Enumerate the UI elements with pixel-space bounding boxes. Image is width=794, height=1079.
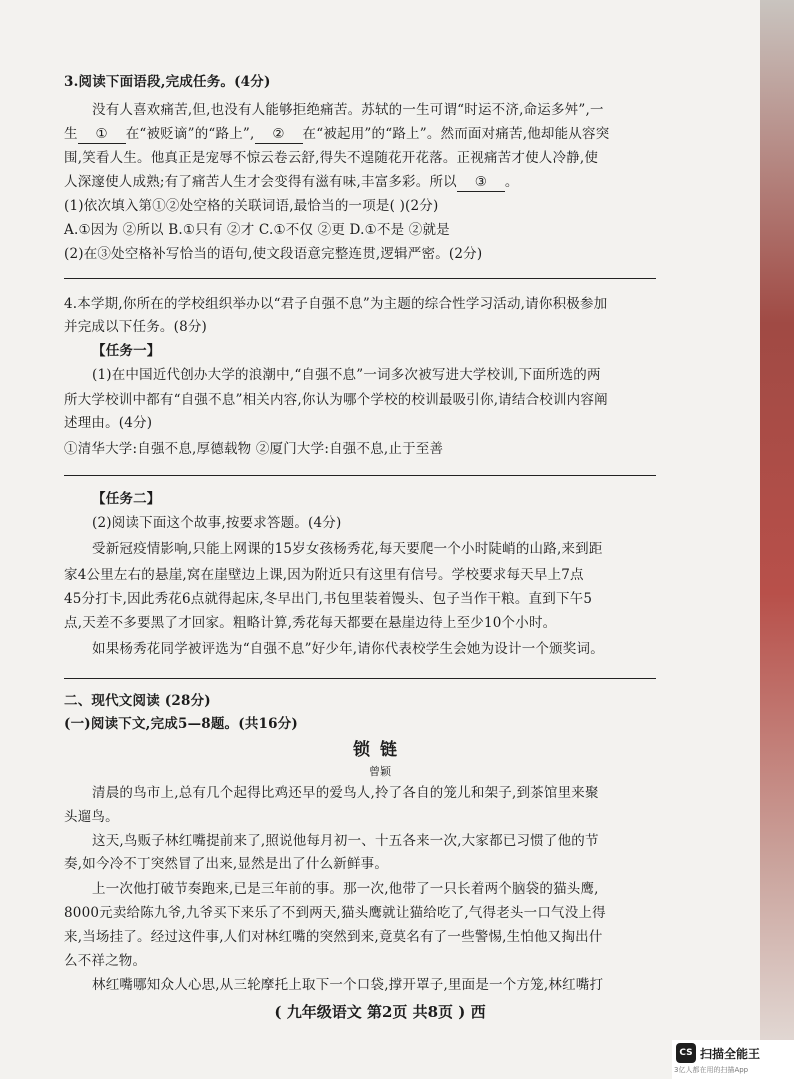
article-author: 曾颖 [369,765,391,778]
article-line: 来,当场挂了。经过这件事,人们对林红嘴的突然到来,竟莫名有了一些警惕,生怕他又掏出什 [64,929,603,945]
blank-2: ② [255,125,303,144]
q3-options: A.①因为 ②所以 B.①只有 ②才 C.①不仅 ②更 D.①不是 ②就是 [64,222,450,238]
q3-text: 在“被起用”的“路上”。然而面对痛苦,他却能从容突 [302,126,610,142]
story-prompt: 如果杨秀花同学被评选为“自强不息”好少年,请你代表校学生会她为设计一个颁奖词。 [92,641,604,657]
q3-subquestion-2: (2)在③处空格补写恰当的语句,使文段语意完整连贯,逻辑严密。(2分) [64,246,483,262]
camscanner-logo-icon: CS [676,1043,696,1063]
q3-passage-line: 围,笑看人生。他真正是宠辱不惊云卷云舒,得失不遑随花开花落。正视痛苦才使人冷静,使 [64,150,599,166]
section-2-subheading: (一)阅读下文,完成5—8题。(共16分) [64,716,299,732]
q4-heading: 4.本学期,你所在的学校组织举办以“君子自强不息”为主题的综合性学习活动,请你积极参加 [64,296,608,312]
blank-1: ① [78,125,126,144]
q3-text: 人深邃使人成熟;有了痛苦人生才会变得有滋有味,丰富多彩。所以 [64,174,457,190]
article-line: 头遛鸟。 [64,809,119,825]
q3-passage-line: 没有人喜欢痛苦,但,也没有人能够拒绝痛苦。苏轼的一生可谓“时运不济,命运多舛”,一 [92,102,604,118]
article-line: 林红嘴哪知众人心思,从三轮摩托上取下一个口袋,撑开罩子,里面是一个方笼,林红嘴打 [92,977,604,993]
answer-line[interactable] [64,475,656,476]
article-line: 清晨的鸟市上,总有几个起得比鸡还早的爱鸟人,拎了各自的笼儿和架子,到茶馆里来聚 [92,785,599,801]
q3-text: 在“被贬谪”的“路上”, [125,126,255,142]
article-line: 么不祥之物。 [64,953,147,969]
article-line: 上一次他打破节奏跑来,已是三年前的事。那一次,他带了一只长着两个脑袋的猫头鹰, [92,881,599,897]
task-1-label: 【任务一】 [92,343,161,359]
story-line: 家4公里左右的悬崖,窝在崖壁边上课,因为附近只有这里有信号。学校要求每天早上7点 [64,567,584,583]
q3-heading: 3.阅读下面语段,完成任务。(4分) [64,74,271,90]
q3-passage-line-blanks [64,125,609,144]
story-line: 受新冠疫情影响,只能上网课的15岁女孩杨秀花,每天要爬一个小时陡峭的山路,来到距 [92,541,603,557]
q3-passage-line-blank3 [64,173,519,192]
page-footer: ( 九年级语文 第2页 共8页 ) 西 [274,1003,486,1021]
article-line: 奏,如今冷不丁突然冒了出来,显然是出了什么新鲜事。 [64,856,389,872]
section-2-heading: 二、现代文阅读 (28分) [64,693,211,709]
task-1-text: 所大学校训中都有“自强不息”相关内容,你认为哪个学校的校训最吸引你,请结合校训内容阐 [64,392,608,408]
blank-3: ③ [457,173,505,192]
q4-heading-cont: 并完成以下任务。(8分) [64,319,208,335]
answer-line[interactable] [64,678,656,679]
q3-text: 生 [64,126,78,142]
school-mottos: ①清华大学:自强不息,厚德载物 ②厦门大学:自强不息,止于至善 [64,441,444,457]
answer-line[interactable] [64,278,656,279]
task-1-text: 述理由。(4分) [64,415,153,431]
story-line: 点,天差不多要黑了才回家。粗略计算,秀花每天都要在悬崖边待上至少10个小时。 [64,615,557,631]
task-2-text: (2)阅读下面这个故事,按要求答题。(4分) [92,515,342,531]
q3-text: 。 [504,174,519,190]
task-1-text: (1)在中国近代创办大学的浪潮中,“自强不息”一词多次被写进大学校训,下面所选的两 [92,367,601,383]
page-edge-background [760,0,794,1079]
article-line: 8000元卖给陈九爷,九爷买下来乐了不到两天,猫头鹰就让猫给吃了,气得老头一口气没上得 [64,905,606,921]
watermark-app-name: 扫描全能王 [700,1047,761,1061]
article-line: 这天,鸟贩子林红嘴提前来了,照说他每月初一、十五各来一次,大家都已习惯了他的节 [92,833,599,849]
story-line: 45分打卡,因此秀花6点就得起床,冬早出门,书包里装着馒头、包子当作干粮。直到下午5 [64,591,593,607]
task-2-label: 【任务二】 [92,491,161,507]
q3-subquestion-1: (1)依次填入第①②处空格的关联词语,最恰当的一项是( )(2分) [64,198,439,214]
watermark-tagline: 3亿人都在用的扫描App [674,1066,749,1074]
scanner-watermark [672,1040,794,1079]
article-title: 锁链 [353,740,407,760]
